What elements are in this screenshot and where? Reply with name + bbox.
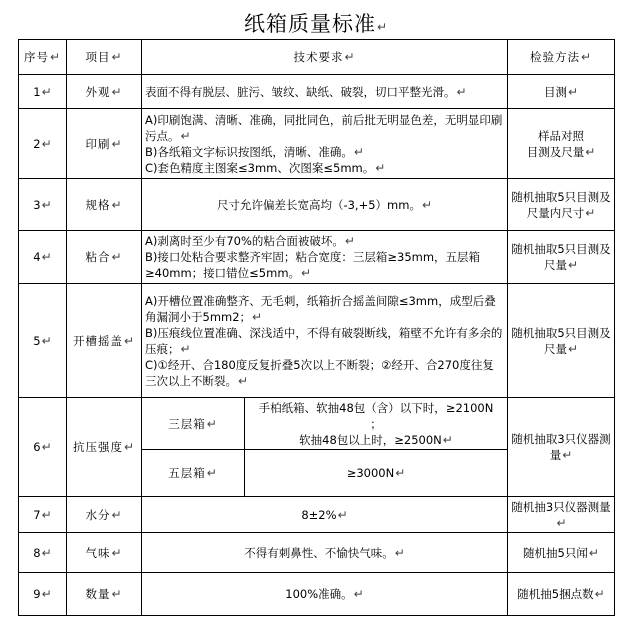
row-no: 6↵ — [19, 398, 67, 497]
sub-label: 三层箱↵ — [142, 398, 245, 450]
row-method: 随机抽取5只目测及尺量内尺寸↵ — [508, 179, 615, 231]
row-requirement: 尺寸允许偏差长宽高均（-3,+5）mm。↵ — [142, 179, 508, 231]
row-no: 5↵ — [19, 284, 67, 398]
row-requirement: 100%准确。↵ — [142, 573, 508, 616]
requirement-line: A)剥离时至少有70%的粘合面被破坏。↵ — [145, 234, 355, 248]
requirement-line: C)①经开、合180度反复折叠5次以上不断裂；②经开、合270度往复三次以上不断裂。↵ — [145, 357, 494, 388]
row-method: 目测↵ — [508, 75, 615, 109]
row-requirement — [142, 284, 508, 398]
requirement-line: ； — [370, 416, 382, 431]
row-method — [508, 109, 615, 179]
requirement-line: B)接口处粘合要求整齐牢固；粘合宽度：三层箱≥35mm，五层箱≥40mm；接口错位≤5mm。↵ — [145, 250, 481, 280]
method-line: 样品对照 — [538, 128, 584, 143]
requirement-line: A)开槽位置准确整齐、无毛刺，纸箱折合摇盖间隙≤3mm，成型后叠角漏洞小于5mm2；↵ — [145, 293, 496, 324]
row-no: 9↵ — [19, 573, 67, 616]
table-row — [19, 75, 615, 109]
table-header-row — [19, 40, 615, 75]
quality-standard-table — [18, 39, 615, 616]
row-method: 随机抽5只闻↵ — [508, 533, 615, 573]
sub-requirement — [245, 398, 508, 450]
row-item: 数量↵ — [67, 573, 142, 616]
table-row — [19, 284, 615, 398]
requirement-line: A)印刷饱满、清晰、准确，同批同色，前后批无明显色差，无明显印刷污点。↵ — [145, 112, 503, 143]
row-requirement: 8±2%↵ — [142, 497, 508, 533]
row-item: 粘合↵ — [67, 231, 142, 284]
sub-label: 五层箱↵ — [142, 450, 245, 497]
header-method: 检验方法↵ — [508, 40, 615, 75]
table-row — [19, 398, 615, 450]
header-item: 项目↵ — [67, 40, 142, 75]
table-row — [19, 231, 615, 284]
table-row — [19, 109, 615, 179]
row-method: 随机抽3只仪器测量↵ — [508, 497, 615, 533]
sub-requirement: ≥3000N↵ — [245, 450, 508, 497]
row-item: 开槽摇盖↵ — [67, 284, 142, 398]
document-title: 纸箱质量标准↵ — [243, 12, 389, 36]
row-item: 印刷↵ — [67, 109, 142, 179]
requirement-line: 手柏纸箱、软抽48包（含）以下时，≥2100N — [258, 400, 494, 415]
row-no: 7↵ — [19, 497, 67, 533]
row-no: 1↵ — [19, 75, 67, 109]
row-item: 抗压强度↵ — [67, 398, 142, 497]
row-requirement — [142, 109, 508, 179]
table-row — [19, 497, 615, 533]
row-item: 气味↵ — [67, 533, 142, 573]
row-requirement: 表面不得有脱层、脏污、皱纹、缺纸、破裂，切口平整光滑。↵ — [142, 75, 508, 109]
table-row — [19, 533, 615, 573]
row-method: 随机抽5捆点数↵ — [508, 573, 615, 616]
requirement-line: B)压痕线位置准确、深浅适中，不得有破裂断线，箱壁不允许有多余的压痕；↵ — [145, 325, 503, 356]
row-item: 水分↵ — [67, 497, 142, 533]
requirement-line: 软抽48包以上时，≥2500N↵ — [299, 432, 453, 447]
header-no: 序号↵ — [19, 40, 67, 75]
row-item: 规格↵ — [67, 179, 142, 231]
row-requirement: 不得有刺鼻性、不愉快气味。↵ — [142, 533, 508, 573]
row-method: 随机抽取5只目测及尺量↵ — [508, 231, 615, 284]
table-row — [19, 179, 615, 231]
row-no: 3↵ — [19, 179, 67, 231]
row-no: 4↵ — [19, 231, 67, 284]
row-requirement — [142, 231, 508, 284]
row-item: 外观↵ — [67, 75, 142, 109]
header-requirement: 技术要求↵ — [142, 40, 508, 75]
method-line: 目测及尺量↵ — [526, 144, 596, 159]
row-method: 随机抽取5只目测及尺量↵ — [508, 284, 615, 398]
requirement-line: C)套色精度主图案≤3mm、次图案≤5mm。↵ — [145, 160, 386, 175]
row-method: 随机抽取3只仪器测量↵ — [508, 398, 615, 497]
table-row — [19, 573, 615, 616]
row-no: 8↵ — [19, 533, 67, 573]
requirement-line: B)各纸箱文字标识按图纸，清晰、准确。↵ — [145, 144, 364, 159]
row-no: 2↵ — [19, 109, 67, 179]
